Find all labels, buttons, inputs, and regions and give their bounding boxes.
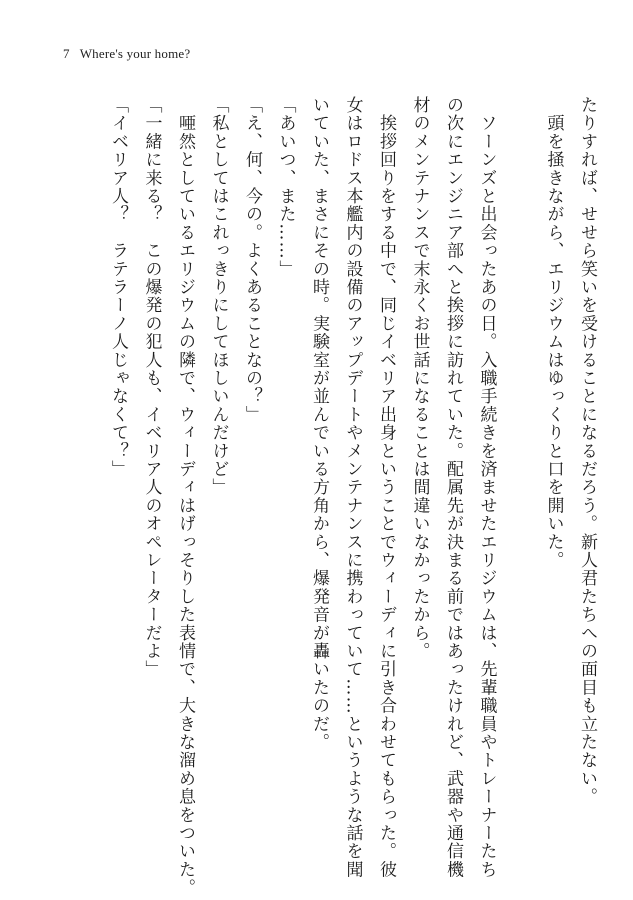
text-line: 唖然としているエリジウムの隣で、ウィーディはげっそりした表情で、大きな溜め息をついた。 bbox=[175, 96, 195, 897]
text-line: 頭を掻きながら、エリジウムはゆっくりと口を開いた。 bbox=[543, 96, 564, 570]
text-line: の次にエンジニア部へと挨拶に訪れていた。配属先が決まる前ではあったけれど、武器や通信機 bbox=[443, 96, 463, 879]
text-line: ソーンズと出会ったあの日。入職手続きを済ませたエリジウムは、先輩職員やトレーナーたち bbox=[476, 96, 497, 879]
dialogue-line: 「私としてはこれっきりにしてほしいんだけど」 bbox=[208, 96, 229, 497]
page-number: 7 bbox=[63, 46, 70, 61]
dialogue-line: 「あいつ、また……」 bbox=[275, 96, 296, 278]
text-line: いていた、まさにその時。実験室が並んでいる方角から、爆発音が轟いたのだ。 bbox=[309, 96, 329, 752]
paragraph-gap bbox=[503, 96, 537, 856]
running-header bbox=[63, 46, 190, 62]
text-line: 挨拶回りをする中で、同じイベリア出身ということでウィーディに引き合わせてもらった。彼 bbox=[376, 96, 396, 879]
text-line: 材のメンテナンスで末永くお世話になることは間違いなかったから。 bbox=[409, 96, 430, 661]
text-line: たりすれば、せせら笑いを受けることになるだろう。新人君たちへの面目も立たない。 bbox=[577, 96, 597, 806]
dialogue-line: 「イベリア人？ ラテラーノ人じゃなくて？」 bbox=[108, 96, 128, 479]
dialogue-line: 「一緒に来る？ この爆発の犯人も、イベリア人のオペレーターだよ」 bbox=[141, 96, 162, 679]
chapter-title: Where's your home? bbox=[79, 46, 191, 61]
dialogue-line: 「え、何、今の。よくあることなの？」 bbox=[242, 96, 262, 424]
text-line: 女はロドス本艦内の設備のアップデートやメンテナンスに携わっていて……というような話を聞 bbox=[342, 96, 363, 879]
body-text bbox=[101, 96, 604, 897]
